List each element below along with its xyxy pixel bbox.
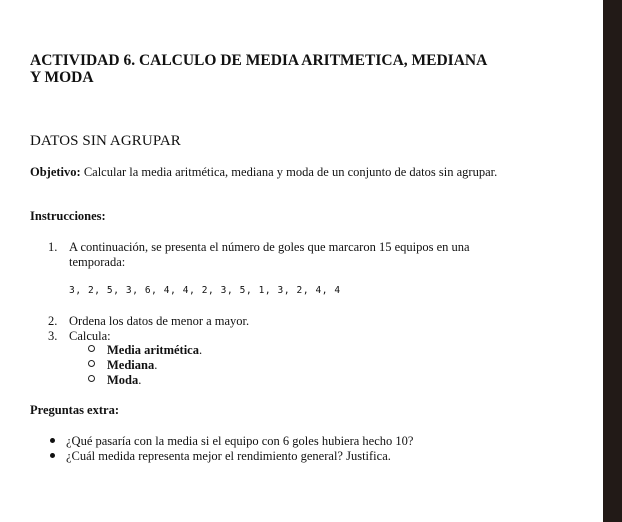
document-title: ACTIVIDAD 6. CALCULO DE MEDIA ARITMETICA, MEDIANA Y MODA [30,52,487,86]
extra-question-1 [50,434,413,449]
extra-questions-label: Preguntas extra: [30,403,119,417]
window-edge [603,0,622,522]
extra-question-2-text: ¿Cuál medida representa mejor el rendimiento general? Justifica. [66,449,391,463]
objective-text: Calcular la media aritmética, mediana y moda de un conjunto de datos sin agrupar. [83,165,498,179]
subitem-moda-period: . [138,373,142,387]
subitem-media-period: . [198,343,203,357]
list-number-3: 3. [48,329,58,343]
list-number-1: 1. [48,240,58,254]
subitem-media-label: Media aritmética [107,343,199,357]
list-number-2: 2. [48,314,58,328]
subitem-media [88,343,202,358]
instructions-label: Instrucciones: [30,209,106,223]
subitem-mediana-label: Mediana [107,358,155,372]
subitem-mediana [88,358,157,373]
circle-bullet-icon [88,375,95,382]
subitem-mediana-period: . [154,358,158,372]
extra-question-1-text: ¿Qué pasaría con la media si el equipo con 6 goles hubiera hecho 10? [66,434,414,448]
list-item-2-text: Ordena los datos de menor a mayor. [69,314,250,328]
list-item-3-text: Calcula: [69,329,111,343]
circle-bullet-icon [88,360,95,367]
bullet-dot-icon [50,453,55,458]
subitem-moda-label: Moda [107,373,139,387]
objective-paragraph [30,165,500,180]
circle-bullet-icon [88,345,95,352]
subitem-moda [88,373,141,388]
list-item-1-text: A continuación, se presenta el número de goles que marcaron 15 equipos en una temporada: [69,240,470,269]
data-values: 3, 2, 5, 3, 6, 4, 4, 2, 3, 5, 1, 3, 2, 4, 4 [69,285,341,296]
section-heading: DATOS SIN AGRUPAR [30,133,181,149]
objective-label: Objetivo: [30,165,81,179]
extra-question-2 [50,449,391,464]
bullet-dot-icon [50,438,55,443]
